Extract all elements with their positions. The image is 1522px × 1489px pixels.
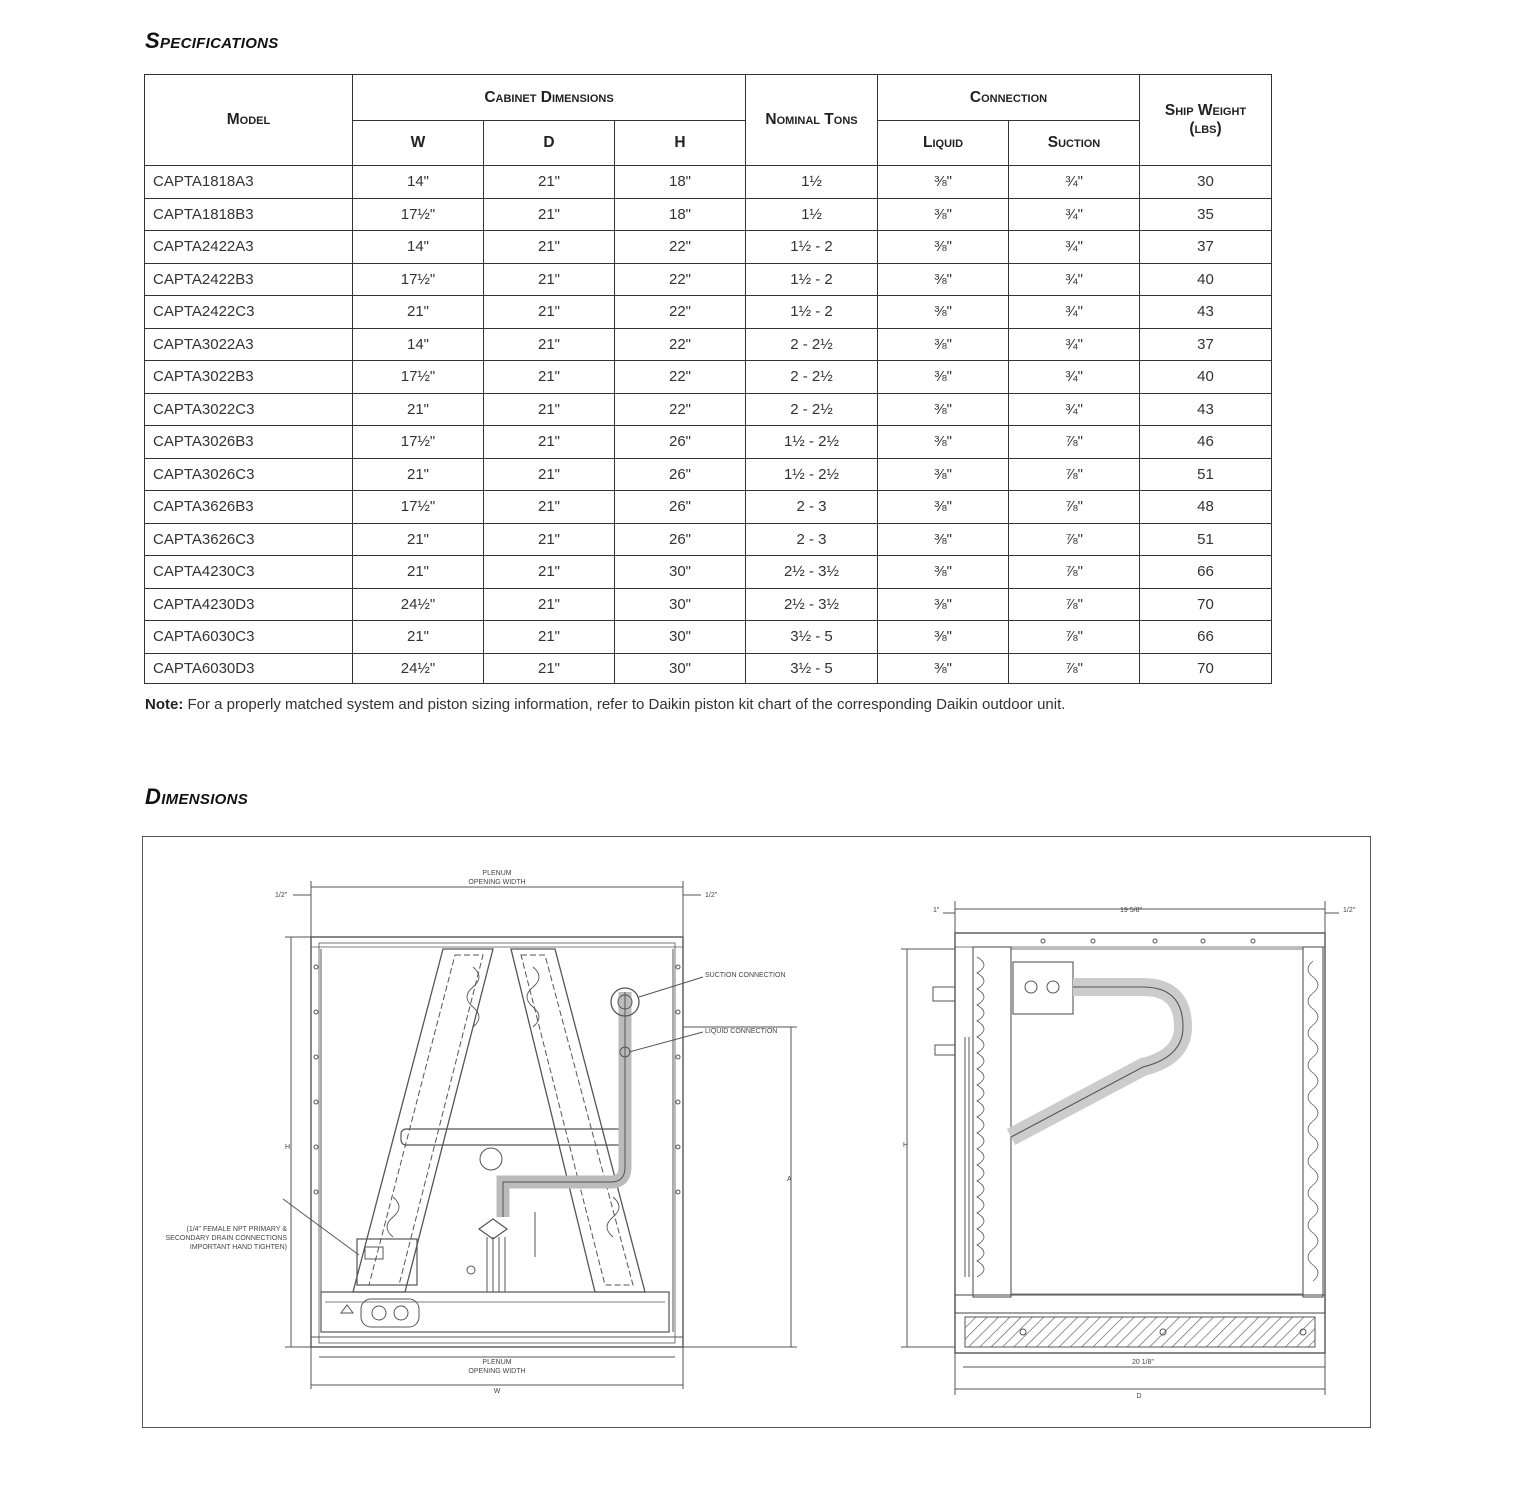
table-row	[145, 166, 1272, 199]
cell-model: CAPTA1818A3	[145, 166, 353, 199]
front-height-label: H	[285, 1144, 291, 1151]
cell-h: 18"	[615, 166, 746, 199]
cell-weight: 51	[1140, 458, 1272, 491]
cell-liquid: ⅜"	[878, 393, 1009, 426]
cell-liquid: ⅜"	[878, 198, 1009, 231]
cell-w: 21"	[353, 458, 484, 491]
cell-weight: 35	[1140, 198, 1272, 231]
cell-h: 22"	[615, 361, 746, 394]
drain-note-line-1: (1/4" FEMALE NPT PRIMARY &	[186, 1226, 287, 1233]
cell-tons: 2 - 3	[746, 491, 878, 524]
cell-h: 26"	[615, 426, 746, 459]
table-row	[145, 523, 1272, 556]
cell-weight: 46	[1140, 426, 1272, 459]
front-plenum-top-label: PLENUM	[482, 870, 512, 877]
side-bottom-dimension-label: 20 1/8"	[1132, 1359, 1154, 1366]
cell-d: 21"	[484, 166, 615, 199]
cell-h: 26"	[615, 491, 746, 524]
front-offset-right-label: 1/2"	[705, 892, 718, 899]
cell-suction: ⅞"	[1009, 491, 1140, 524]
cell-tons: 1½ - 2½	[746, 426, 878, 459]
cell-weight: 37	[1140, 328, 1272, 361]
cell-tons: 2 - 3	[746, 523, 878, 556]
front-a-label: A	[787, 1176, 792, 1183]
cell-d: 21"	[484, 296, 615, 329]
drain-note-line-2: SECONDARY DRAIN CONNECTIONS	[165, 1235, 287, 1242]
cell-suction: ¾"	[1009, 198, 1140, 231]
cell-d: 21"	[484, 198, 615, 231]
front-plenum-bottom-sublabel: OPENING WIDTH	[468, 1368, 526, 1375]
side-top-dimension-label: 19 5/8"	[1120, 907, 1142, 914]
side-height-label: H	[903, 1142, 909, 1149]
cell-h: 22"	[615, 328, 746, 361]
table-row	[145, 588, 1272, 621]
cell-tons: 1½ - 2	[746, 263, 878, 296]
cell-w: 17½"	[353, 263, 484, 296]
cell-weight: 43	[1140, 296, 1272, 329]
cell-w: 21"	[353, 621, 484, 654]
cell-liquid: ⅜"	[878, 491, 1009, 524]
cell-liquid: ⅜"	[878, 361, 1009, 394]
note-text: For a properly matched system and piston sizing information, refer to Daikin piston kit chart of the corresponding Daikin outdoor unit.	[183, 696, 1066, 713]
cell-model: CAPTA6030D3	[145, 653, 353, 683]
cell-liquid: ⅜"	[878, 263, 1009, 296]
cell-suction: ¾"	[1009, 296, 1140, 329]
cell-model: CAPTA4230C3	[145, 556, 353, 589]
cell-h: 30"	[615, 653, 746, 683]
cell-d: 21"	[484, 231, 615, 264]
cell-liquid: ⅜"	[878, 426, 1009, 459]
cell-model: CAPTA2422B3	[145, 263, 353, 296]
cell-w: 14"	[353, 231, 484, 264]
cell-model: CAPTA6030C3	[145, 621, 353, 654]
cell-d: 21"	[484, 263, 615, 296]
cell-w: 17½"	[353, 198, 484, 231]
header-ship-weight-label: Ship Weight	[1164, 102, 1247, 119]
header-d: D	[484, 121, 615, 166]
cell-w: 21"	[353, 393, 484, 426]
cell-model: CAPTA3022B3	[145, 361, 353, 394]
dimensions-title: Dimensions	[145, 784, 249, 809]
cell-weight: 48	[1140, 491, 1272, 524]
cell-model: CAPTA2422A3	[145, 231, 353, 264]
cell-tons: 1½	[746, 166, 878, 199]
cell-weight: 70	[1140, 588, 1272, 621]
cell-tons: 2½ - 3½	[746, 588, 878, 621]
cell-suction: ⅞"	[1009, 621, 1140, 654]
cell-suction: ¾"	[1009, 393, 1140, 426]
cell-model: CAPTA4230D3	[145, 588, 353, 621]
cell-d: 21"	[484, 328, 615, 361]
cell-d: 21"	[484, 653, 615, 683]
front-width-label: W	[493, 1388, 501, 1395]
table-row	[145, 393, 1272, 426]
cell-liquid: ⅜"	[878, 653, 1009, 683]
note	[145, 696, 1065, 713]
cell-suction: ⅞"	[1009, 588, 1140, 621]
cell-d: 21"	[484, 393, 615, 426]
cell-weight: 51	[1140, 523, 1272, 556]
header-cabinet-dimensions: Cabinet Dimensions	[353, 75, 746, 121]
table-row	[145, 621, 1272, 654]
cell-tons: 2½ - 3½	[746, 556, 878, 589]
table-row	[145, 653, 1272, 683]
front-offset-left-label: 1/2"	[275, 892, 288, 899]
side-depth-label: D	[1136, 1393, 1142, 1400]
cell-h: 30"	[615, 621, 746, 654]
cell-liquid: ⅜"	[878, 296, 1009, 329]
cell-w: 14"	[353, 166, 484, 199]
suction-connection-label: SUCTION CONNECTION	[705, 972, 786, 979]
cell-liquid: ⅜"	[878, 328, 1009, 361]
cell-liquid: ⅜"	[878, 231, 1009, 264]
cell-h: 26"	[615, 458, 746, 491]
header-suction: Suction	[1009, 121, 1140, 166]
cell-d: 21"	[484, 426, 615, 459]
cell-weight: 66	[1140, 621, 1272, 654]
cell-w: 24½"	[353, 588, 484, 621]
header-liquid: Liquid	[878, 121, 1009, 166]
cell-tons: 1½	[746, 198, 878, 231]
cell-h: 22"	[615, 263, 746, 296]
cell-liquid: ⅜"	[878, 458, 1009, 491]
cell-tons: 3½ - 5	[746, 621, 878, 654]
side-offset-left-label: 1"	[933, 907, 940, 914]
drain-note-line-3: IMPORTANT HAND TIGHTEN)	[189, 1244, 287, 1251]
table-row	[145, 231, 1272, 264]
cell-h: 18"	[615, 198, 746, 231]
cell-w: 17½"	[353, 491, 484, 524]
cell-d: 21"	[484, 523, 615, 556]
header-h: H	[615, 121, 746, 166]
cell-model: CAPTA3626B3	[145, 491, 353, 524]
cell-suction: ⅞"	[1009, 523, 1140, 556]
cell-liquid: ⅜"	[878, 588, 1009, 621]
header-connection: Connection	[878, 75, 1140, 121]
header-ship-weight	[1140, 75, 1272, 166]
cell-h: 22"	[615, 393, 746, 426]
side-offset-right-label: 1/2"	[1343, 907, 1356, 914]
cell-h: 30"	[615, 588, 746, 621]
cell-weight: 66	[1140, 556, 1272, 589]
cell-d: 21"	[484, 621, 615, 654]
cell-tons: 1½ - 2½	[746, 458, 878, 491]
cell-h: 22"	[615, 231, 746, 264]
table-row	[145, 328, 1272, 361]
cell-suction: ¾"	[1009, 328, 1140, 361]
cell-liquid: ⅜"	[878, 523, 1009, 556]
dimensions-drawing	[143, 837, 1370, 1427]
cell-tons: 1½ - 2	[746, 296, 878, 329]
specifications-title: Specifications	[145, 28, 279, 53]
side-view-drawing	[901, 901, 1339, 1395]
note-label: Note:	[145, 696, 184, 713]
header-ship-weight-unit: (lbs)	[1189, 120, 1222, 137]
cell-liquid: ⅜"	[878, 166, 1009, 199]
front-plenum-bottom-label: PLENUM	[482, 1359, 512, 1366]
cell-model: CAPTA3026C3	[145, 458, 353, 491]
cell-suction: ⅞"	[1009, 653, 1140, 683]
cell-model: CAPTA3026B3	[145, 426, 353, 459]
cell-tons: 1½ - 2	[746, 231, 878, 264]
cell-model: CAPTA3022C3	[145, 393, 353, 426]
cell-weight: 40	[1140, 361, 1272, 394]
cell-tons: 2 - 2½	[746, 328, 878, 361]
header-nominal-tons: Nominal Tons	[746, 75, 878, 166]
cell-tons: 3½ - 5	[746, 653, 878, 683]
dimensions-drawing-frame	[142, 836, 1371, 1428]
cell-model: CAPTA1818B3	[145, 198, 353, 231]
cell-suction: ¾"	[1009, 361, 1140, 394]
cell-h: 22"	[615, 296, 746, 329]
table-row	[145, 263, 1272, 296]
table-row	[145, 491, 1272, 524]
cell-d: 21"	[484, 361, 615, 394]
table-row	[145, 556, 1272, 589]
cell-liquid: ⅜"	[878, 556, 1009, 589]
cell-w: 24½"	[353, 653, 484, 683]
cell-d: 21"	[484, 588, 615, 621]
cell-suction: ¾"	[1009, 263, 1140, 296]
table-row	[145, 426, 1272, 459]
cell-suction: ¾"	[1009, 166, 1140, 199]
cell-suction: ¾"	[1009, 231, 1140, 264]
table-row	[145, 296, 1272, 329]
header-w: W	[353, 121, 484, 166]
front-view-drawing	[283, 881, 797, 1389]
cell-d: 21"	[484, 491, 615, 524]
cell-w: 21"	[353, 523, 484, 556]
liquid-connection-label: LIQUID CONNECTION	[705, 1028, 778, 1035]
specifications-table	[144, 74, 1272, 684]
cell-weight: 40	[1140, 263, 1272, 296]
cell-liquid: ⅜"	[878, 621, 1009, 654]
cell-h: 26"	[615, 523, 746, 556]
cell-model: CAPTA2422C3	[145, 296, 353, 329]
cell-d: 21"	[484, 556, 615, 589]
cell-w: 14"	[353, 328, 484, 361]
table-row	[145, 458, 1272, 491]
cell-weight: 30	[1140, 166, 1272, 199]
cell-weight: 43	[1140, 393, 1272, 426]
cell-weight: 37	[1140, 231, 1272, 264]
cell-h: 30"	[615, 556, 746, 589]
cell-w: 17½"	[353, 361, 484, 394]
table-row	[145, 361, 1272, 394]
cell-d: 21"	[484, 458, 615, 491]
cell-suction: ⅞"	[1009, 426, 1140, 459]
cell-w: 17½"	[353, 426, 484, 459]
cell-suction: ⅞"	[1009, 458, 1140, 491]
cell-tons: 2 - 2½	[746, 361, 878, 394]
cell-model: CAPTA3022A3	[145, 328, 353, 361]
cell-tons: 2 - 2½	[746, 393, 878, 426]
cell-suction: ⅞"	[1009, 556, 1140, 589]
cell-model: CAPTA3626C3	[145, 523, 353, 556]
cell-weight: 70	[1140, 653, 1272, 683]
cell-w: 21"	[353, 296, 484, 329]
front-plenum-top-sublabel: OPENING WIDTH	[468, 879, 526, 886]
cell-w: 21"	[353, 556, 484, 589]
table-row	[145, 198, 1272, 231]
header-model: Model	[145, 75, 353, 166]
